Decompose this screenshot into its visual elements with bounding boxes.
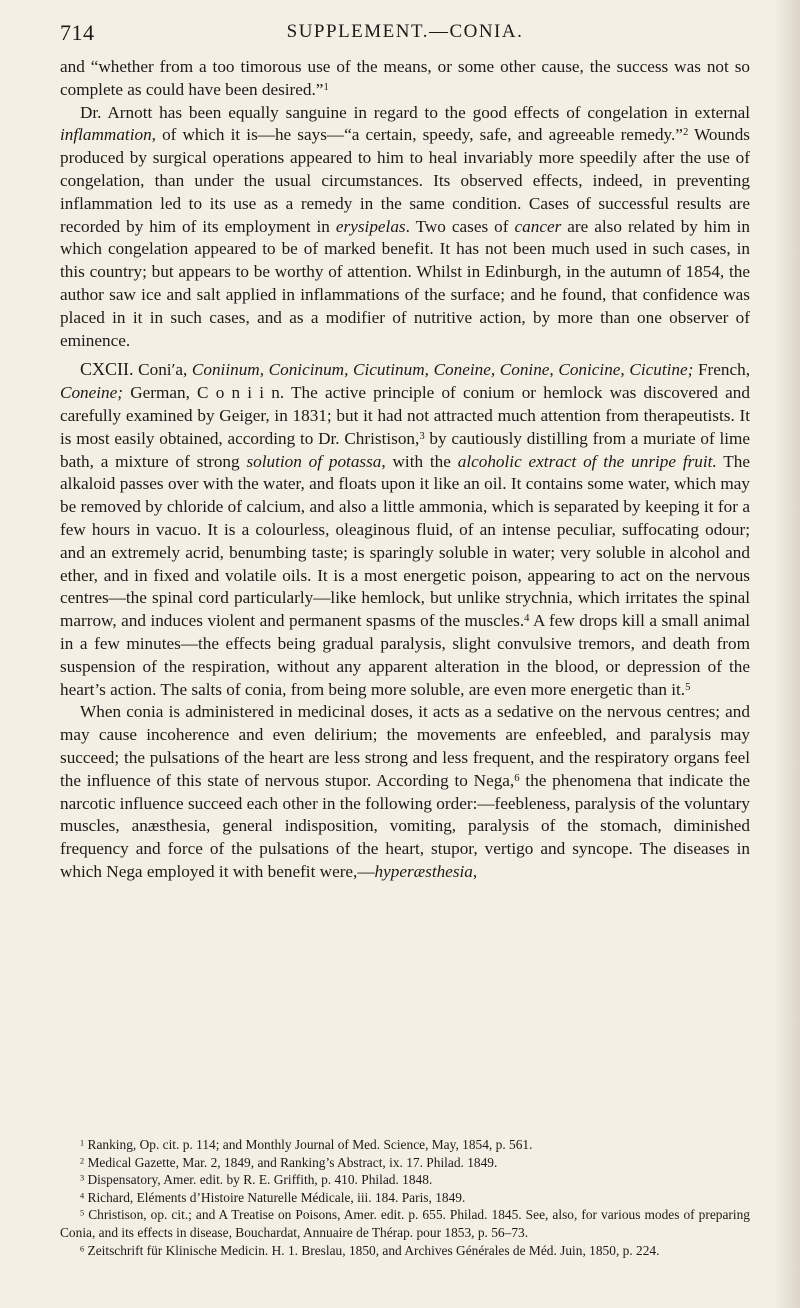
footnote-ref: 4 <box>524 613 530 625</box>
footnote-ref: 5 <box>685 681 691 693</box>
footnote-6: $^6$ Zeitschrift für Klinische Medicin. H. 1. Breslau, 1850, and Archives Générales de Méd. Juin, 1850, p. 224. <box>80 1242 660 1258</box>
section-number: CXCII. <box>80 359 134 380</box>
running-head: SUPPLEMENT.—CONIA. <box>286 21 524 42</box>
footnote-ref: 2 <box>682 127 689 139</box>
paragraph-medicinal-doses: When conia is administered in medicinal doses, it acts as a sedative on the nervous centres; and may cause incoherence and even delirium; the movements are enfeebled, and paralysis may succeed; the pulsations of the heart are less strong and less frequent, and the respiratory organs feel the influence of this state of nervous stupor. According to Nega,$^6$ the phenomena that indicate the narcotic influence succeed each other in the following order:—feebleness, paralysis of the voluntary muscles, anæsthesia, general indisposition, vomiting, paralysis of the stomach, diminished frequency and force of the pulsations of the heart, stupor, vertigo and syncope. The diseases in which Nega employed it with benefit were,—hyperæsthesia, <box>60 702 750 881</box>
paragraph-congelation: Dr. Arnott has been equally sanguine in regard to the good effects of congelation in external inflammation, of which it is—he says—“a certain, speedy, safe, and agreeable remedy.”$^2$ Wounds produced by surgical operations appeared to him to heal invariably more speedily after the use of congelation, than under the usual circumstances. Its observed effects, indeed, in preventing inflammation led to its use as a remedy in the same condition. Cases of successful results are recorded by him of its employment in erysipelas. Two cases of cancer are also related by him in which congelation appeared to be of marked benefit. It has not been much used in such cases, in this country; but appears to be worthy of attention. Whilst in Edinburgh, in the autumn of 1854, the author saw ice and salt applied in inflammations of the surface; and he found, that confidence was placed in it in such cases, and as a modifier of nutritive action, by more than one observer of eminence. <box>60 102 750 350</box>
section-title: Coni′a, <box>133 360 192 380</box>
footnote-ref: 6 <box>514 772 520 784</box>
section-conia: CXCII. Coni′a, Coniinum, Conicinum, Cicutinum, Coneine, Conine, Conicine, Cicutine; French, Coneine; German, C o n i i n. The active principle of conium or hemlock was discovered and carefully examined by Geiger, in 1831; but it had not attracted much attention from therapeutists. It is most easily obtained, according to Dr. Christison,$^3$ by cautiously distilling from a muriate of lime bath, a mixture of strong solution of potassa, with the alcoholic extract of the unripe fruit. The alkaloid passes over with the water, and floats upon it like an oil. It contains some water, which may be removed by chloride of calcium, and also a little ammonia, which is separated by keeping it for a few hours in vacuo. It is a colourless, oleaginous fluid, of an intense peculiar, suffocating odour; and an extremely acrid, benumbing taste; is sparingly soluble in water; very soluble in alcohol and ether, and in fixed and volatile oils. It is a most energetic poison, appearing to act on the nervous centres—the spinal cord particularly—like hemlock, but unlike strychnia, which irritates the spinal marrow, and induces violent and permanent spasms of the muscles.$^4$ A few drops kill a small animal in a few minutes—the effects being gradual paralysis, slight convulsive tremors, and death from suspension of the respiration, without any apparent alteration in the blood, or depression of the heart’s action. The salts of conia, from being more soluble, are even more energetic than it.$^5$ <box>60 359 751 699</box>
footnote-5: $^5$ Christison, op. cit.; and A Treatise on Poisons, Amer. edit. p. 655. Philad. 1845. See, also, for various modes of preparing Conia, and its effects in disease, Bouchardat, Annuaire de Thérap. pour 1853, p. 56–73. <box>60 1207 750 1240</box>
paragraph-continuation: and “whether from a too timorous use of the means, or some other cause, the success was not so complete as could have been desired.”$^1$ <box>60 57 750 99</box>
page-number: 714 <box>60 20 95 45</box>
page-header <box>60 20 750 50</box>
footnote-ref: 1 <box>323 82 329 93</box>
body-text <box>60 56 750 884</box>
page-edge-shadow <box>774 0 800 1308</box>
footnote-3: $^3$ Dispensatory, Amer. edit. by R. E. Griffith, p. 410. Philad. 1848. <box>80 1172 433 1188</box>
footnote-ref: 3 <box>419 430 425 442</box>
footnote-1: $^1$ Ranking, Op. cit. p. 114; and Monthly Journal of Med. Science, May, 1854, p. 561. <box>80 1137 533 1152</box>
footnote-4: $^4$ Richard, Eléments d’Histoire Naturelle Médicale, iii. 184. Paris, 1849. <box>80 1189 466 1205</box>
footnotes <box>60 1136 750 1259</box>
footnote-2: $^2$ Medical Gazette, Mar. 2, 1849, and Ranking’s Abstract, ix. 17. Philad. 1849. <box>80 1154 498 1170</box>
